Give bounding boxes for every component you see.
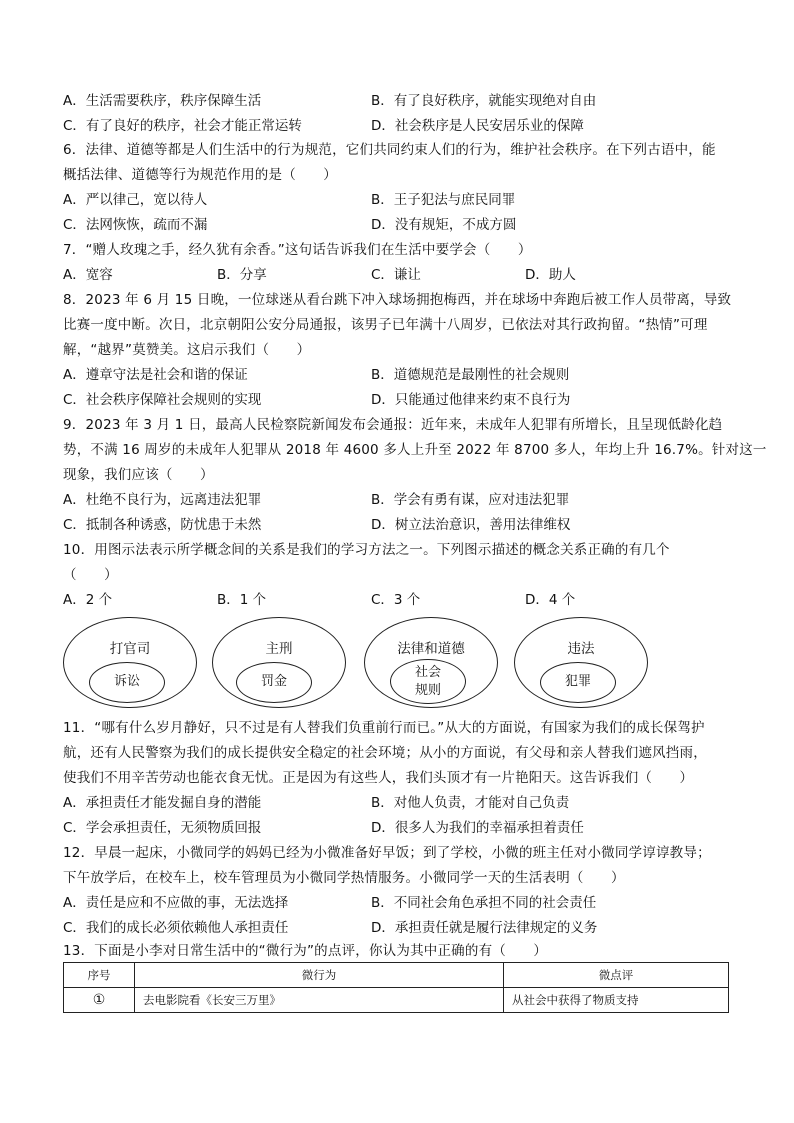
q6-stem-line2: 概括法律、道德等行为规范作用的是（ ） bbox=[63, 167, 337, 183]
row-index: ① bbox=[64, 988, 135, 1013]
venn-diagram-4 bbox=[514, 617, 650, 710]
q12-stem-line2: 下午放学后，在校车上，校车管理员为小微同学热情服务。小微同学一天的生活表明（ ） bbox=[63, 870, 625, 886]
q5-option-c: C．有了良好的秩序，社会才能正常运转 bbox=[63, 118, 302, 134]
q11-stem-line3: 使我们不用辛苦劳动也能衣食无忧。正是因为有这些人，我们头顶才有一片艳阳天。这告诉我们（ ） bbox=[63, 770, 694, 786]
outer-label: 违法 bbox=[567, 641, 595, 657]
q10-option-d: D．4 个 bbox=[525, 592, 576, 608]
header-comment: 微点评 bbox=[504, 963, 729, 988]
q8-option-d: D．只能通过他律来约束不良行为 bbox=[371, 392, 571, 408]
inner-label: 诉讼 bbox=[113, 674, 140, 689]
micro-behavior-table bbox=[63, 962, 729, 1013]
q9-option-d: D．树立法治意识，善用法律维权 bbox=[371, 517, 571, 533]
q9-option-a: A．杜绝不良行为，远离违法犯罪 bbox=[63, 492, 262, 508]
venn-diagram-3 bbox=[364, 617, 500, 710]
q6-stem-line1: 6．法律、道德等都是人们生活中的行为规范，它们共同约束人们的行为，维护社会秩序。在下列古语中，能 bbox=[63, 142, 716, 158]
q10-option-c: C．3 个 bbox=[371, 592, 421, 608]
q11-option-a: A．承担责任才能发掘自身的潜能 bbox=[63, 795, 262, 811]
q9-stem-line3: 现象，我们应该（ ） bbox=[63, 467, 214, 483]
q11-option-b: B．对他人负责，才能对自己负责 bbox=[371, 795, 570, 811]
outer-label: 打官司 bbox=[109, 641, 151, 657]
q10-option-b: B．1 个 bbox=[217, 592, 267, 608]
header-behavior: 微行为 bbox=[135, 963, 504, 988]
q10-stem-line2: （ ） bbox=[63, 567, 118, 583]
q10-stem-line1: 10．用图示法表示所学概念间的关系是我们的学习方法之一。下列图示描述的概念关系正确的有几个 bbox=[63, 542, 670, 558]
q7-option-c: C．谦让 bbox=[371, 267, 421, 283]
q11-option-c: C．学会承担责任，无须物质回报 bbox=[63, 820, 262, 836]
q6-option-d: D．没有规矩，不成方圆 bbox=[371, 217, 517, 233]
q8-option-c: C．社会秩序保障社会规则的实现 bbox=[63, 392, 262, 408]
q7-stem: 7．“赠人玫瑰之手，经久犹有余香。”这句话告诉我们在生活中要学会（ ） bbox=[63, 242, 532, 258]
q10-option-a: A．2 个 bbox=[63, 592, 113, 608]
q9-stem-line1: 9．2023 年 3 月 1 日，最高人民检察院新闻发布会通报：近年来，未成年人犯罪有所增长，且呈现低龄化趋 bbox=[63, 417, 723, 433]
q9-stem-line2: 势，不满 16 周岁的未成年人犯罪从 2018 年 4600 多人上升至 2022 年 8700 多人，年均上升 16.7%。针对这一 bbox=[63, 442, 767, 458]
q7-option-d: D．助人 bbox=[525, 267, 576, 283]
venn-diagram-1 bbox=[63, 617, 199, 710]
inner-label-line2: 规则 bbox=[414, 683, 441, 698]
q12-option-c: C．我们的成长必须依赖他人承担责任 bbox=[63, 920, 289, 936]
q9-option-c: C．抵制各种诱惑，防忧患于未然 bbox=[63, 517, 262, 533]
q12-option-a: A．责任是应和不应做的事，无法选择 bbox=[63, 895, 289, 911]
q5-option-a: A．生活需要秩序，秩序保障生活 bbox=[63, 93, 262, 109]
q6-option-b: B．王子犯法与庶民同罪 bbox=[371, 192, 516, 208]
row-behavior: 去电影院看《长安三万里》 bbox=[135, 988, 504, 1013]
q12-stem-line1: 12．早晨一起床，小微同学的妈妈已经为小微准备好早饭；到了学校，小微的班主任对小微同学谆谆教导； bbox=[63, 845, 711, 861]
q9-option-b: B．学会有勇有谋，应对违法犯罪 bbox=[371, 492, 570, 508]
q8-stem-line3: 解，“越界”莫赞美。这启示我们（ ） bbox=[63, 342, 311, 358]
q5-option-b: B．有了良好秩序，就能实现绝对自由 bbox=[371, 93, 597, 109]
q7-option-b: B．分享 bbox=[217, 267, 267, 283]
q12-option-b: B．不同社会角色承担不同的社会责任 bbox=[371, 895, 597, 911]
inner-label: 罚金 bbox=[260, 674, 287, 689]
q5-option-d: D．社会秩序是人民安居乐业的保障 bbox=[371, 118, 584, 134]
q8-option-a: A．遵章守法是社会和谐的保证 bbox=[63, 367, 248, 383]
inner-label: 犯罪 bbox=[564, 674, 591, 689]
q7-option-a: A．宽容 bbox=[63, 267, 113, 283]
header-index: 序号 bbox=[64, 963, 135, 988]
q12-option-d: D．承担责任就是履行法律规定的义务 bbox=[371, 920, 598, 936]
q11-stem-line1: 11．“哪有什么岁月静好，只不过是有人替我们负重前行而已。”从大的方面说，有国家为我们的成长保驾护 bbox=[63, 720, 705, 736]
table-header-row bbox=[64, 963, 729, 988]
table-row bbox=[64, 988, 729, 1013]
q11-stem-line2: 航，还有人民警察为我们的成长提供安全稳定的社会环境；从小的方面说，有父母和亲人替我们遮风挡雨， bbox=[63, 745, 707, 761]
q8-option-b: B．道德规范是最刚性的社会规则 bbox=[371, 367, 570, 383]
row-comment: 从社会中获得了物质支持 bbox=[504, 988, 729, 1013]
inner-label-line1: 社会 bbox=[414, 665, 441, 680]
outer-label: 主刑 bbox=[265, 641, 293, 657]
q11-option-d: D．很多人为我们的幸福承担着责任 bbox=[371, 820, 584, 836]
q13-stem: 13．下面是小李对日常生活中的“微行为”的点评，你认为其中正确的有（ ） bbox=[63, 943, 548, 959]
q8-stem-line1: 8．2023 年 6 月 15 日晚，一位球迷从看台跳下冲入球场拥抱梅西，并在球场中奔跑后被工作人员带离，导致 bbox=[63, 292, 732, 308]
q8-stem-line2: 比赛一度中断。次日，北京朝阳公安分局通报，该男子已年满十八周岁，已依法对其行政拘留。“热情”可理 bbox=[63, 317, 708, 333]
outer-label: 法律和道德 bbox=[397, 641, 465, 657]
q6-option-c: C．法网恢恢，疏而不漏 bbox=[63, 217, 208, 233]
venn-diagram-2 bbox=[212, 617, 348, 710]
q6-option-a: A．严以律己，宽以待人 bbox=[63, 192, 208, 208]
